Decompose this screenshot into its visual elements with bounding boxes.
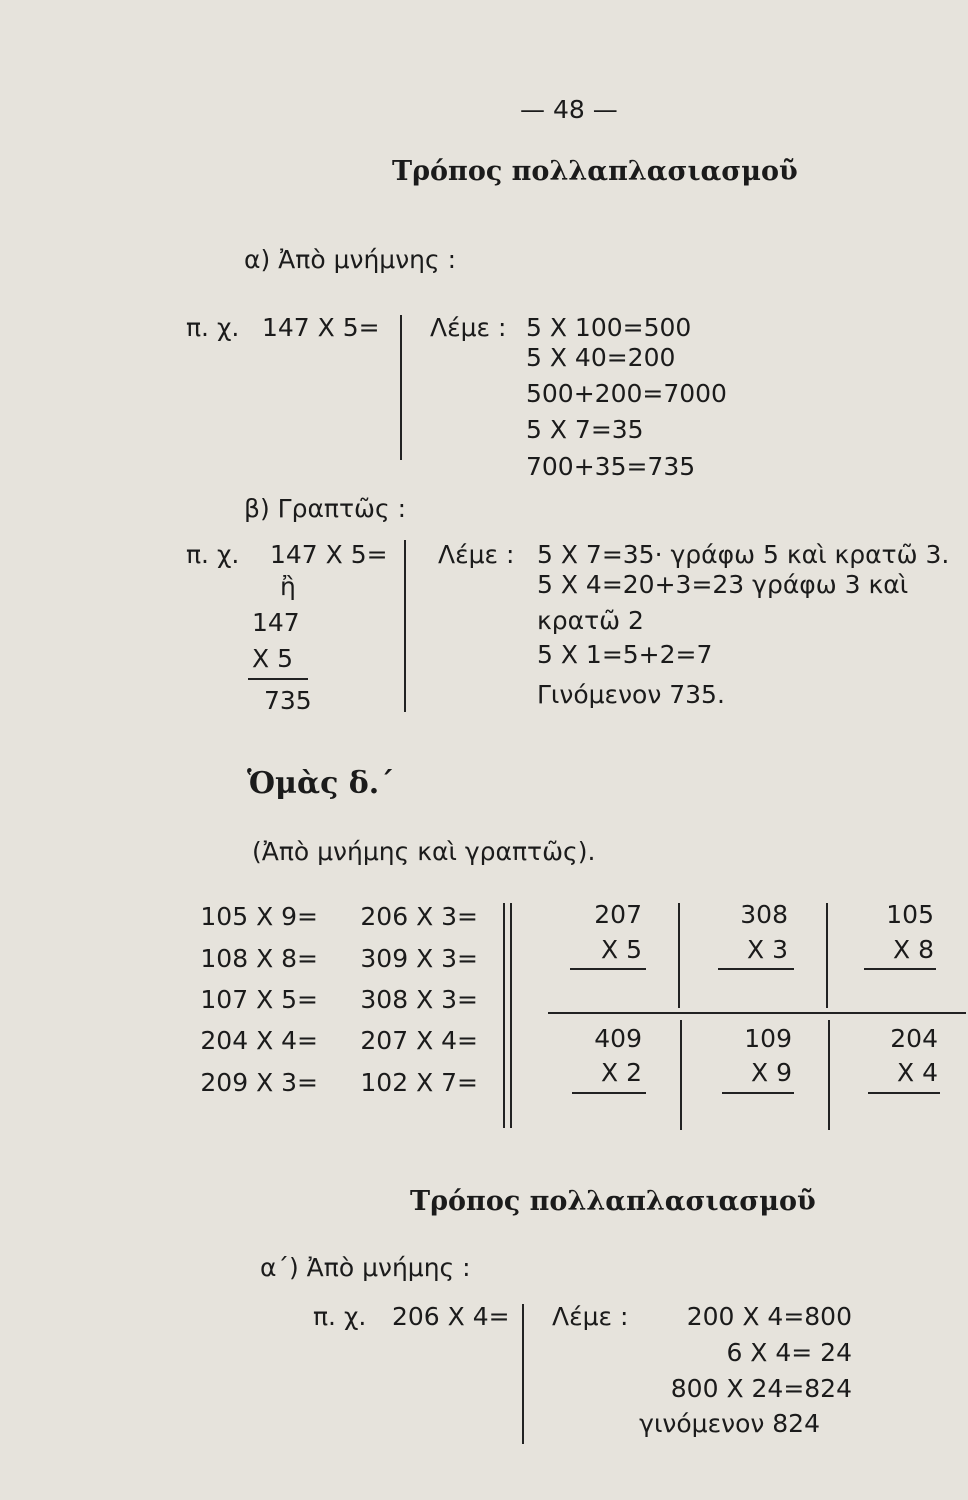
grid-divider [828, 1020, 830, 1130]
subsection-a-label: α΄) Ἀπὸ μνήμης : [260, 1253, 471, 1282]
grid-divider [826, 903, 828, 1008]
problem-text: 147 Χ 5= [262, 313, 380, 342]
exercise-item: 209 Χ 3= [200, 1068, 318, 1097]
grid-top-number: 308 [740, 900, 788, 929]
problem-text: 147 Χ 5= [270, 540, 388, 569]
grid-divider [680, 1020, 682, 1130]
grid-multiplier: Χ 2 [601, 1058, 642, 1087]
step-line: 200 Χ 4=800 [686, 1302, 852, 1331]
grid-top-number: 105 [886, 900, 934, 929]
section-title: Τρόπος πολλαπλασιασμοῦ [410, 1186, 816, 1217]
double-divider-line [510, 903, 512, 1128]
grid-multiplier: Χ 4 [897, 1058, 938, 1087]
grid-multiplier: Χ 8 [893, 935, 934, 964]
example-label: π. χ. [186, 313, 240, 342]
grid-top-number: 109 [744, 1024, 792, 1053]
exercise-item: 108 Χ 8= [200, 944, 318, 973]
result-underline [248, 678, 308, 680]
step-line: 5 Χ 7=35 [526, 415, 644, 444]
exercise-item: 107 Χ 5= [200, 985, 318, 1014]
exercise-item: 105 Χ 9= [200, 902, 318, 931]
step-line: 5 Χ 100=500 [526, 313, 692, 342]
page-number: — 48 — [520, 95, 618, 124]
grid-top-number: 204 [890, 1024, 938, 1053]
step-line: 5 Χ 7=35· γράφω 5 καὶ κρατῶ 3. [537, 540, 950, 569]
or-text: ἢ [280, 572, 296, 601]
leme-label: Λέμε : [438, 540, 515, 569]
exercise-item: 309 Χ 3= [360, 944, 478, 973]
grid-underline [570, 968, 646, 970]
exercise-item: 204 Χ 4= [200, 1026, 318, 1055]
divider-line [522, 1304, 524, 1444]
grid-underline [718, 968, 794, 970]
column-result: 735 [264, 686, 312, 715]
step-line: 500+200=7000 [526, 379, 727, 408]
example-label: π. χ. [313, 1302, 367, 1331]
step-line: Γινόμενον 735. [537, 680, 725, 709]
column-multiplier: Χ 5 [252, 644, 293, 673]
grid-underline [722, 1092, 794, 1094]
grid-multiplier: Χ 5 [601, 935, 642, 964]
step-line: 5 Χ 40=200 [526, 343, 676, 372]
step-line: κρατῶ 2 [537, 606, 644, 635]
grid-multiplier: Χ 3 [747, 935, 788, 964]
step-line: 5 Χ 4=20+3=23 γράφω 3 καὶ [537, 570, 909, 599]
grid-top-number: 207 [594, 900, 642, 929]
grid-multiplier: Χ 9 [751, 1058, 792, 1087]
problem-text: 206 Χ 4= [392, 1302, 510, 1331]
grid-underline [864, 968, 936, 970]
subsection-a-label: α) Ἀπὸ μνήμνης : [244, 245, 457, 274]
double-divider-line [503, 903, 505, 1128]
grid-underline [868, 1092, 940, 1094]
exercise-item: 207 Χ 4= [360, 1026, 478, 1055]
exercise-item: 308 Χ 3= [360, 985, 478, 1014]
divider-line [400, 315, 402, 460]
group-heading: Ὁμὰς δ.΄ [247, 766, 395, 801]
exercise-item: 102 Χ 7= [360, 1068, 478, 1097]
step-line: 800 Χ 24=824 [670, 1374, 852, 1403]
step-line: 700+35=735 [526, 452, 696, 481]
column-top-number: 147 [252, 608, 300, 637]
step-line: 6 Χ 4= 24 [726, 1338, 852, 1367]
leme-label: Λέμε : [430, 313, 507, 342]
section-title: Τρόπος πολλαπλασιασμοῦ [392, 156, 798, 187]
grid-underline [572, 1092, 646, 1094]
divider-line [404, 540, 406, 712]
exercise-item: 206 Χ 3= [360, 902, 478, 931]
leme-label: Λέμε : [552, 1302, 629, 1331]
grid-top-number: 409 [594, 1024, 642, 1053]
example-label: π. χ. [186, 540, 240, 569]
grid-divider [678, 903, 680, 1008]
subsection-b-label: β) Γραπτῶς : [244, 494, 407, 523]
step-line: γινόμενον 824 [639, 1409, 820, 1438]
grid-separator [548, 1012, 966, 1014]
step-line: 5 Χ 1=5+2=7 [537, 640, 713, 669]
group-subtitle: (Ἀπὸ μνήμης καὶ γραπτῶς). [252, 837, 596, 866]
